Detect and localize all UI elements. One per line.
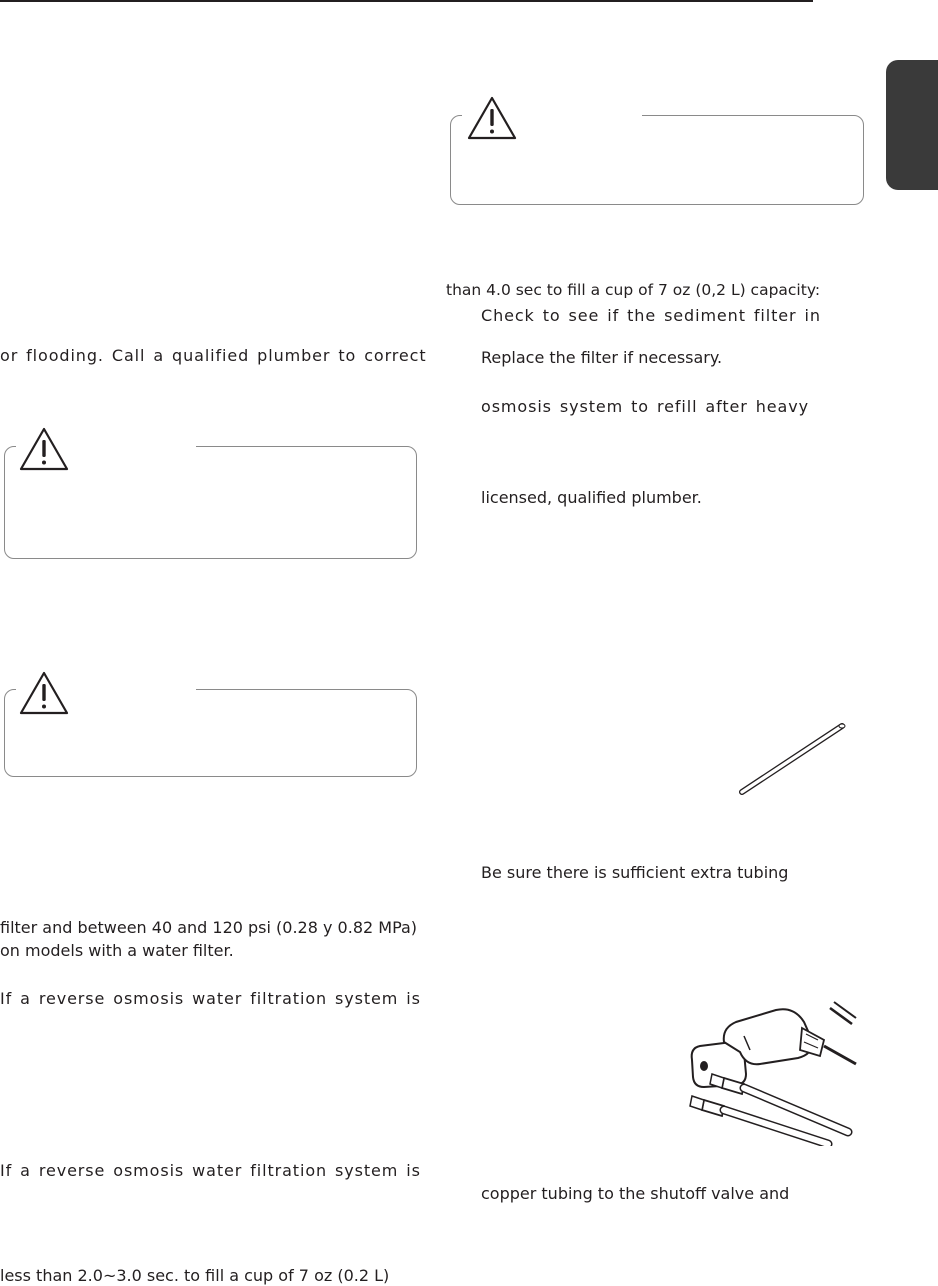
copper-tube-icon — [730, 718, 856, 798]
body-text-line: If a reverse osmosis water filtration system is — [0, 989, 421, 1008]
warning-triangle-icon — [466, 95, 518, 141]
body-text-line: than 4.0 sec to fill a cup of 7 oz (0,2 L) capacity: — [446, 281, 821, 299]
body-text-line: Check to see if the sediment filter in — [481, 306, 821, 325]
body-text-line: licensed, qualified plumber. — [481, 488, 702, 507]
body-text-line: If a reverse osmosis water filtration system is — [0, 1161, 421, 1180]
tubing-fittings-icon — [688, 1070, 858, 1146]
body-text-line: or flooding. Call a qualified plumber to correct — [0, 346, 427, 365]
body-text-line: less than 2.0~3.0 sec. to fill a cup of 7 oz (0.2 L) — [0, 1266, 390, 1285]
header-rule — [0, 0, 813, 2]
warning-triangle-icon — [18, 426, 70, 472]
body-text-line: Be sure there is sufficient extra tubing — [481, 863, 789, 882]
body-text-line: Replace the filter if necessary. — [481, 348, 723, 367]
language-side-tab — [886, 60, 938, 190]
body-text-line: osmosis system to refill after heavy — [481, 397, 809, 416]
warning-triangle-icon — [18, 670, 70, 716]
body-text-line: on models with a water filter. — [0, 941, 234, 960]
body-text-line: copper tubing to the shutoff valve and — [481, 1184, 790, 1203]
body-text-line: filter and between 40 and 120 psi (0.28 y 0.82 MPa) — [0, 918, 418, 937]
